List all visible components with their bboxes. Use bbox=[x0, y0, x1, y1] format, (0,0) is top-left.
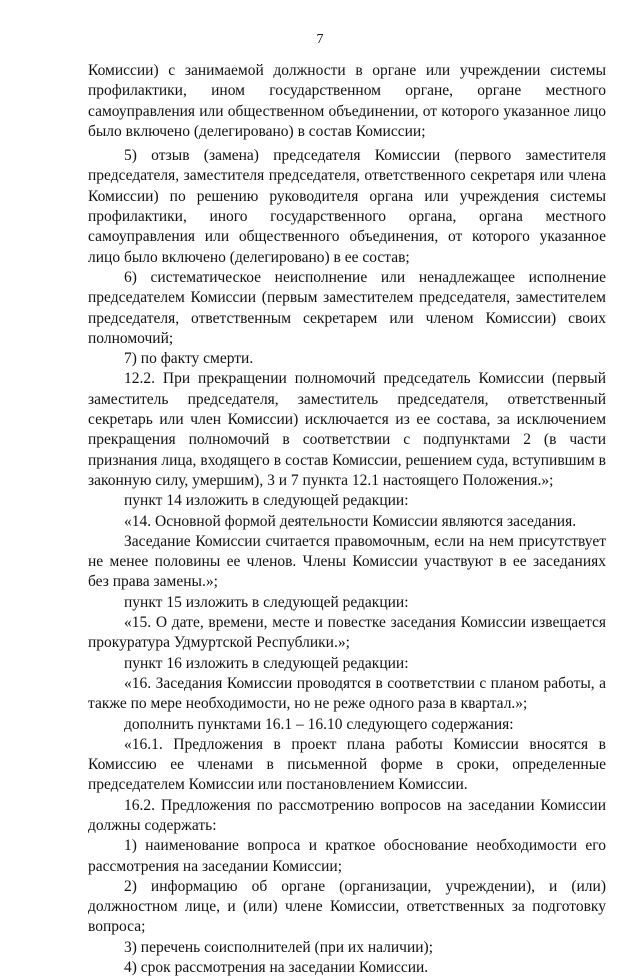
paragraph: дополнить пунктами 16.1 – 16.10 следующего содержания: bbox=[124, 715, 514, 733]
document-body bbox=[88, 61, 606, 978]
paragraph: 16.2. Предложения по рассмотрению вопросов на заседании Комиссии должны содержать: bbox=[88, 796, 606, 834]
paragraph: пункт 14 изложить в следующей редакции: bbox=[124, 492, 409, 510]
paragraph: «15. О дате, времени, месте и повестке заседания Комиссии извещается прокуратура Удмуртской Республики.»; bbox=[88, 614, 606, 652]
paragraph: 7) по факту смерти. bbox=[124, 350, 254, 368]
paragraph: 12.2. При прекращении полномочий председатель Комиссии (первый заместитель председателя, заместитель председателя, ответственный секретарь или член Комиссии) исключается из ее состава, за исключением прекращения полномочий в соответствии с подпунктами 2 (в части признания лица, входящего в состав Комиссии, решением суда, вступившим в законную силу, умершим), 3 и 7 пункта 12.1 настоящего Положения.»; bbox=[88, 370, 606, 489]
paragraph: 6) систематическое неисполнение или ненадлежащее исполнение председателем Комиссии (первым заместителем председателя, заместителем председателя, ответственным секретарем или членом Комиссии) своих полномочий; bbox=[88, 268, 606, 347]
paragraph: Заседание Комиссии считается правомочным, если на нем присутствует не менее половины ее членов. Члены Комиссии участвуют в ее заседаниях без права замены.»; bbox=[88, 532, 606, 591]
paragraph: 1) наименование вопроса и краткое обоснование необходимости его рассмотрения на заседании Комиссии; bbox=[88, 837, 606, 875]
paragraph: «16.1. Предложения в проект плана работы Комиссии вносятся в Комиссию ее членами в письменной форме в сроки, определенные председателем Комиссии или постановлением Комиссии. bbox=[88, 735, 606, 794]
paragraph: 3) перечень соисполнителей (при их наличии); bbox=[124, 938, 434, 956]
paragraph: 5) отзыв (замена) председателя Комиссии (первого заместителя председателя, заместителя председателя, ответственного секретаря или члена Комиссии) по решению руководителя органа или учреждения системы профилактики, иного государственного органа, органа местного самоуправления или общественного объединения, от которого указанное лицо было включено (делегировано) в ее состав; bbox=[88, 147, 606, 266]
paragraph: 4) срок рассмотрения на заседании Комиссии. bbox=[124, 959, 429, 977]
paragraph: пункт 15 изложить в следующей редакции: bbox=[124, 593, 409, 611]
paragraph: Комиссии) с занимаемой должности в органе или учреждении системы профилактики, ином государственном органе, органе местного самоуправления или общественном объединении, от которого указанное лицо было включено (делегировано) в состав Комиссии; bbox=[88, 62, 606, 140]
paragraph: «16. Заседания Комиссии проводятся в соответствии с планом работы, а также по мере необходимости, но не реже одного раза в квартал.»; bbox=[88, 674, 606, 713]
paragraph: 2) информацию об органе (организации, учреждении), и (или) должностном лице, и (или) члене Комиссии, ответственных за подготовку вопроса; bbox=[88, 877, 606, 936]
page-number: 7 bbox=[316, 32, 324, 47]
paragraph: «14. Основной формой деятельности Комиссии являются заседания. bbox=[124, 512, 577, 530]
paragraph: пункт 16 изложить в следующей редакции: bbox=[124, 654, 409, 672]
